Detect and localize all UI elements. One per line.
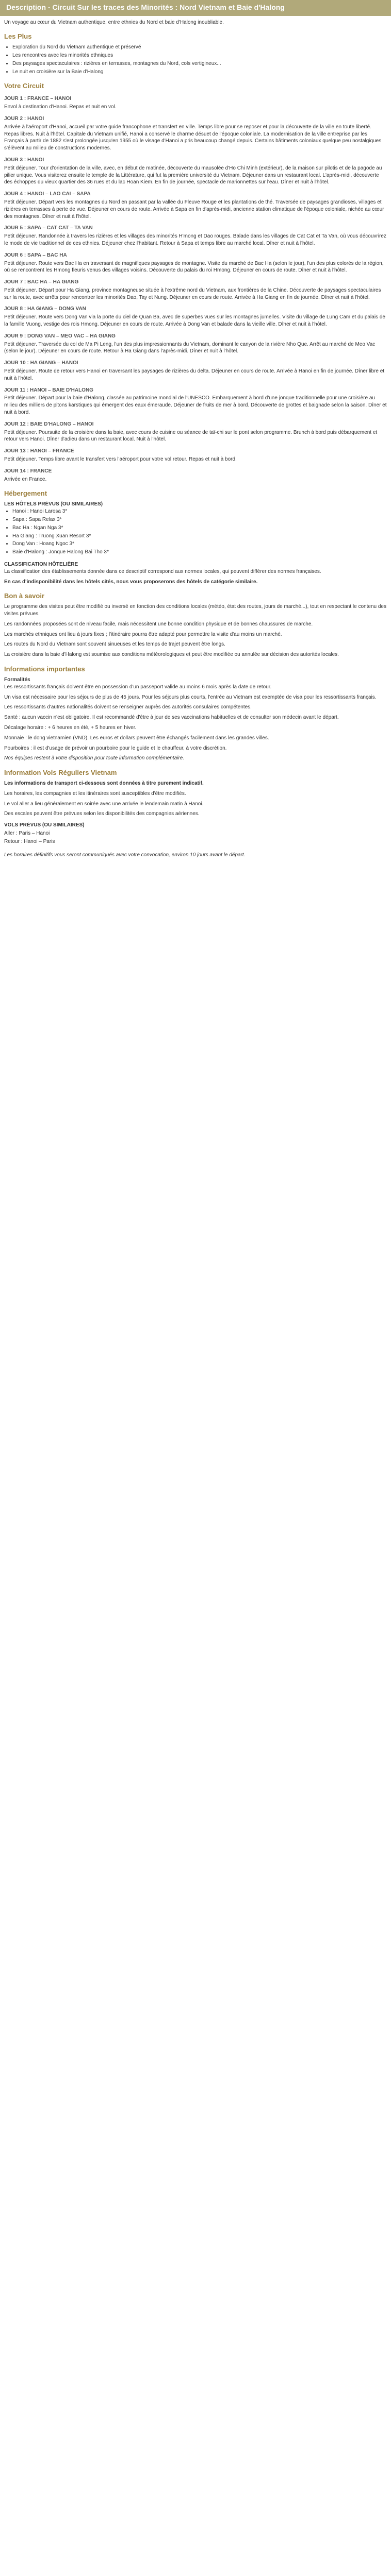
list-item: • Ha Giang : Truong Xuan Resort 3* — [12, 533, 387, 540]
flights-paragraph: Les horaires, les compagnies et les itinéraires sont susceptibles d'être modifiés. — [4, 790, 186, 796]
list-item: • Dong Van : Hoang Ngoc 3* — [12, 540, 387, 548]
list-item: • Le nuit en croisière sur la Baie d'Halong — [12, 69, 387, 76]
day-title: JOUR 14 : FRANCE — [4, 468, 52, 474]
practical-paragraph: Santé : aucun vaccin n'est obligatoire. Il est recommandé d'être à jour de ses vaccinations habituelles et de consulter son médecin avant le départ. — [4, 715, 339, 721]
classification-text: La classification des établissements donnée dans ce descriptif correspond aux normes locales, qui peuvent différer des normes françaises. — [4, 568, 321, 574]
flights-title: Information Vols Réguliers Vietnam — [4, 769, 117, 777]
practical-subtitle: Formalités — [4, 676, 30, 683]
practical-paragraph: Décalage horaire : + 6 heures en été, + 5 heures en hiver. — [4, 724, 137, 731]
highlights-section — [4, 32, 387, 75]
flights-paragraph: Des escales peuvent être prévues selon les disponibilités des compagnies aériennes. — [4, 811, 200, 817]
good-to-know-item: Les routes du Nord du Vietnam sont souvent sinueuses et les temps de trajet peuvent être longs. — [4, 641, 225, 648]
practical-paragraph: Les ressortissants français doivent être en possession d'un passeport valide au moins 6 mois après la date de retour. — [4, 684, 272, 690]
flights-note: Les horaires définitifs vous seront communiqués avec votre convocation, environ 10 jours avant le départ. — [4, 852, 246, 858]
intro-text: Un voyage au cœur du Vietnam authentique, entre ethnies du Nord et baie d'Halong inoubliable. — [4, 19, 224, 25]
day-title: JOUR 10 : HA GIANG – HANOI — [4, 360, 78, 366]
practical-title: Informations importantes — [4, 665, 85, 673]
day-text: Petit déjeuner. Route de retour vers Hanoi en traversant les paysages de rizières du delta. Déjeuner en cours de route. Arrivée à Hanoi en fin de journée. Dîner libre et nuit à l'hôtel. — [4, 368, 385, 381]
day-title: JOUR 11 : HANOI – BAIE D'HALONG — [4, 387, 93, 393]
highlights-list — [4, 44, 387, 75]
hotels-subtitle: LES HÔTELS PRÉVUS (OU SIMILAIRES) — [4, 501, 103, 507]
day-title: JOUR 6 : SAPA – BAC HA — [4, 252, 67, 258]
spacer — [4, 846, 387, 850]
list-item: • Sapa : Sapa Relax 3* — [12, 516, 387, 523]
practical-section — [4, 665, 387, 762]
hotels-title: Hébergement — [4, 489, 47, 498]
flights-route: Aller : Paris – Hanoi — [4, 831, 50, 837]
good-to-know-item: Le programme des visites peut être modifié ou inversé en fonction des conditions locales (météo, état des routes, jours de marché...), tout en respectant le contenu des visites prévues. — [4, 604, 386, 617]
list-item: • Des paysages spectaculaires : rizières en terrasses, montagnes du Nord, cols vertigineux... — [12, 60, 387, 67]
day-text: Petit déjeuner. Route vers Bac Ha en traversant de magnifiques paysages de montagne. Visite du marché de Bac Ha (selon le jour), l'un des plus colorés de la région, où se rencontrent les Hmong fleuris venus des villages voisins. Découverte du palais du roi Hmong. Déjeuner en cours de route. Dîner et nuit à l'hôtel. — [4, 260, 384, 274]
day-text: Petit déjeuner. Randonnée à travers les rizières et les villages des minorités H'mong et Dao rouges. Balade dans les villages de Cat Cat et Ta Van, où vous découvrirez le mode de vie traditionnel de ces ethnies. Déjeuner chez l'habitant. Retour à Sapa et temps libre au marché local. Dîner et nuit à l'hôtel. — [4, 233, 386, 246]
classification-title: CLASSIFICATION HÔTELIÈRE — [4, 561, 78, 567]
day-text: Arrivée à l'aéroport d'Hanoi, accueil par votre guide francophone et transfert en ville. Temps libre pour se reposer et pour la découverte de la ville en toute liberté. Repas libres. Nuit à l'hôtel. Capitale du Vietnam unifié, Hanoi a conservé le charme désuet de l'époque coloniale. La modernisation de la ville entreprise par les Français à partir de 1882 s'est prolongée jusqu'en 1955 où le visage d'Hanoi a pris beaucoup changé depuis. Certains bâtiments coloniaux quelque peu nostalgiques s'élèvent au milieu de constructions modernes. — [4, 124, 382, 151]
hotels-list — [4, 508, 387, 556]
list-item: • Exploration du Nord du Vietnam authentique et préservé — [12, 44, 387, 51]
practical-paragraph: Les ressortissants d'autres nationalités doivent se renseigner auprès des autorités consulaires compétentes. — [4, 704, 252, 710]
day-title: JOUR 4 : HANOI – LAO CAI – SAPA — [4, 191, 91, 197]
good-to-know-item: Les randonnées proposées sont de niveau facile, mais nécessitent une bonne condition physique et de bonnes chaussures de marche. — [4, 621, 313, 627]
flights-routes-title: VOLS PRÉVUS (OU SIMILAIRES) — [4, 822, 85, 828]
day-title: JOUR 12 : BAIE D'HALONG – HANOI — [4, 421, 94, 427]
list-item: • Hanoi : Hanoi Larosa 3* — [12, 508, 387, 515]
good-to-know-section — [4, 591, 387, 658]
day-text: Petit déjeuner. Temps libre avant le transfert vers l'aéroport pour votre vol retour. Repas et nuit à bord. — [4, 456, 237, 463]
page-banner: Description - Circuit Sur les traces des Minorités : Nord Vietnam et Baie d'Halong — [0, 0, 391, 16]
day-title: JOUR 5 : SAPA – CAT CAT – TA VAN — [4, 225, 93, 231]
day-text: Petit déjeuner. Poursuite de la croisière dans la baie, avec cours de cuisine ou séance de taï-chi sur le pont selon programme. Brunch à bord puis débarquement et retour vers Hanoi. Dîner d'adieu dans un restaurant local. Nuit à l'hôtel. — [4, 429, 378, 443]
hotels-section — [4, 489, 387, 585]
list-item: • Les rencontres avec les minorités ethniques — [12, 52, 387, 59]
day-title: JOUR 7 : BAC HA – HA GIANG — [4, 279, 79, 285]
day-title: JOUR 8 : HA GIANG – DONG VAN — [4, 306, 86, 312]
list-item: • Bac Ha : Ngan Nga 3* — [12, 524, 387, 532]
flights-route: Retour : Hanoi – Paris — [4, 838, 55, 844]
day-text: Petit déjeuner. Départ vers les montagnes du Nord en passant par la vallée du Fleuve Rouge et les plantations de thé. Traversée de paysages grandioses, villages et rizières en terrasses à perte de vue. Déjeuner en cours de route. Arrivée à Sapa en fin d'après-midi, ancienne station climatique de l'époque coloniale, nichée au cœur des montagnes. Dîner et nuit à l'hôtel. — [4, 199, 384, 219]
good-to-know-title: Bon à savoir — [4, 592, 45, 600]
day-title: JOUR 9 : DONG VAN – MEO VAC – HA GIANG — [4, 333, 116, 339]
itinerary-title: Votre Circuit — [4, 82, 44, 90]
day-text: Envol à destination d'Hanoi. Repas et nuit en vol. — [4, 104, 117, 110]
itinerary-section — [4, 81, 387, 483]
day-title: JOUR 3 : HANOI — [4, 157, 44, 163]
day-text: Petit déjeuner. Départ pour la baie d'Halong, classée au patrimoine mondial de l'UNESCO. Embarquement à bord d'une jonque traditionnelle pour une croisière au milieu des milliers de pitons karstiques qui émergent des eaux émeraude. Déjeuner de fruits de mer à bord. Découverte de grottes et baignade selon la saison. Dîner et nuit à bord. — [4, 395, 387, 416]
good-to-know-item: Les marchés ethniques ont lieu à jours fixes ; l'itinéraire pourra être adapté pour permettre la visite d'au moins un marché. — [4, 631, 282, 637]
day-title: JOUR 1 : FRANCE – HANOI — [4, 96, 72, 102]
practical-paragraph: Monnaie : le dong vietnamien (VND). Les euros et dollars peuvent être échangés facilement dans les grandes villes. — [4, 735, 269, 741]
flights-paragraph: Le vol aller a lieu généralement en soirée avec une arrivée le lendemain matin à Hanoi. — [4, 801, 204, 807]
flights-section — [4, 768, 387, 858]
practical-paragraph: Un visa est nécessaire pour les séjours de plus de 45 jours. Pour les séjours plus courts, l'entrée au Vietnam est exemptée de visa pour les ressortissants français. — [4, 694, 377, 700]
list-item: • Baie d'Halong : Jonque Halong Bai Tho 3* — [12, 549, 387, 556]
day-text: Petit déjeuner. Départ pour Ha Giang, province montagneuse située à l'extrême nord du Vietnam, aux frontières de la Chine. Découverte de paysages spectaculaires sur la route, avec arrêts pour rencontrer les minorités Dao, Tay et Nung. Déjeuner en cours de route. Arrivée à Ha Giang en fin de journée. Dîner et nuit à l'hôtel. — [4, 287, 381, 300]
day-title: JOUR 2 : HANOI — [4, 115, 44, 122]
hotels-note: En cas d'indisponibilité dans les hôtels cités, nous vous proposerons des hôtels de catégorie similaire. — [4, 579, 258, 585]
flights-intro: Les informations de transport ci-dessous sont données à titre purement indicatif. — [4, 781, 204, 787]
day-text: Petit déjeuner. Route vers Dong Van via la porte du ciel de Quan Ba, avec de superbes vues sur les montagnes jumelles. Visite du village de Lung Cam et du palais de la famille Vuong, vestige des rois Hmong. Déjeuner en cours de route. Arrivée à Dong Van et balade dans la vieille ville. Dîner et nuit à l'hôtel. — [4, 314, 385, 328]
flights-routes — [4, 822, 387, 845]
practical-paragraph: Pourboires : il est d'usage de prévoir un pourboire pour le guide et le chauffeur, à votre discrétion. — [4, 745, 227, 751]
day-title: JOUR 13 : HANOI – FRANCE — [4, 448, 74, 454]
page-content — [0, 16, 391, 869]
good-to-know-item: La croisière dans la baie d'Halong est soumise aux conditions météorologiques et peut être modifiée ou annulée sur décision des autorités locales. — [4, 652, 339, 658]
highlights-title: Les Plus — [4, 32, 32, 41]
day-text: Petit déjeuner. Tour d'orientation de la ville, avec, en début de matinée, découverte du mausolée d'Ho Chi Minh (extérieur), de la maison sur pilotis et de la pagode au pilier unique. Vous visiterez ensuite le temple de la Littérature, qui fut la première université du Vietnam. Déjeuner dans un restaurant local. L'après-midi, découverte des échoppes du vieux quartier des 36 rues et du lac Hoan Kiem. En fin de journée, spectacle de marionnettes sur l'eau. Dîner et nuit à l'hôtel. — [4, 165, 382, 185]
practical-closing: Nos équipes restent à votre disposition pour toute information complémentaire. — [4, 755, 185, 761]
day-text: Petit déjeuner. Traversée du col de Ma Pi Leng, l'un des plus impressionnants du Vietnam, dominant le canyon de la rivière Nho Que. Arrêt au marché de Meo Vac (selon le jour). Déjeuner en cours de route. Retour à Ha Giang dans l'après-midi. Dîner et nuit à l'hôtel. — [4, 341, 376, 354]
day-text: Arrivée en France. — [4, 476, 47, 482]
